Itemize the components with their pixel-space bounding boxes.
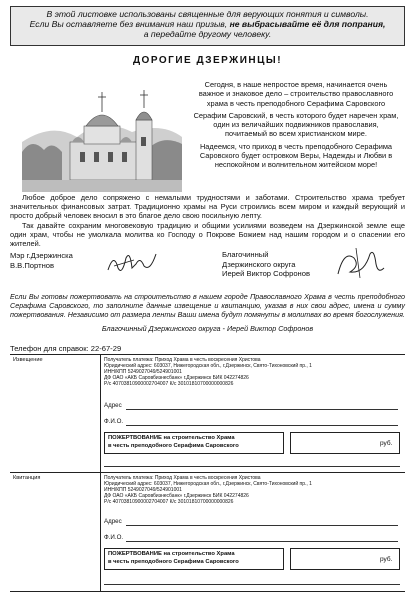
account: Р/с 40703810900002704007 К/с 30101810700000000826 xyxy=(104,381,234,387)
dean-handwritten-signature xyxy=(330,244,390,282)
donation-line-1b: ПОЖЕРТВОВАНИЕ на строительство Храма xyxy=(108,551,235,557)
address-field[interactable] xyxy=(126,409,398,410)
legal-address: Юридический адрес: 603037, Нижегородская обл., г.Дзержинск, Свято-Тихоновский пр., 1 xyxy=(104,363,312,369)
fio-label: Ф.И.О. xyxy=(104,418,124,425)
donation-line-2: в честь преподобного Серафима Саровского xyxy=(108,442,239,449)
receipt-slip-label: Квитанция xyxy=(13,475,41,481)
signature-line-2[interactable] xyxy=(104,584,400,585)
inn: ИНН/КПП 5249027049/524901001 xyxy=(104,369,182,375)
dean-line-1: Благочинный xyxy=(222,250,269,259)
rub-label-2: руб. xyxy=(380,556,393,563)
fio-field-2[interactable] xyxy=(126,541,398,542)
address-label-2: Адрес xyxy=(104,518,122,525)
recipient: Получатель платежа: Приход Храма в честь воскресения Христова xyxy=(104,357,261,363)
signature-line[interactable] xyxy=(104,466,400,467)
letter-intro xyxy=(192,80,400,170)
donation-box-2 xyxy=(104,548,284,570)
notice-line-3: а передайте другому человеку. xyxy=(143,29,272,39)
notice-line-2b: не выбрасывайте её для попрания, xyxy=(229,19,386,29)
mayor-title: Мэр г.Дзержинска xyxy=(10,251,73,260)
letter-para-2: Серафим Саровский, в честь которого будет наречен храм, один из величайших подвижников православия, почитаемый во всем христианском мире. xyxy=(193,110,399,139)
letter-para-3: Надеемся, что приход в честь преподобного Серафима Саровского будет островком Веры, Надежды и Любви в неспокойном и волнительном житейском море! xyxy=(199,141,393,170)
donation-box xyxy=(104,432,284,454)
notice-box xyxy=(10,6,405,46)
notice-slip-label: Извещение xyxy=(13,357,43,363)
appeal-signature: Благочинный Дзержинского округа - Иерей Виктор Софронов xyxy=(101,324,314,333)
letter-body xyxy=(10,193,405,248)
donation-appeal: Если Вы готовы пожертвовать на строительство в нашем городе Православного Храма в честь преподобного Серафима Саровского, то заполните данные извещение и квитанцию, указав в них свои адрес, имена и сумму пожертвования. Независимо от размера ленты Ваши имена будут помянуты в молитвах во время богослужения. xyxy=(10,292,405,319)
dean-line-3: Иерей Виктор Софронов xyxy=(222,269,310,278)
mayor-handwritten-signature xyxy=(104,246,164,280)
notice-line-2a: Если Вы оставляете без внимания наш призыв, xyxy=(29,19,230,29)
notice-slip-details xyxy=(104,357,402,387)
fio-field[interactable] xyxy=(126,425,398,426)
notice-line-2 xyxy=(17,19,398,29)
address-field-2[interactable] xyxy=(126,525,398,526)
donation-line-2b: в честь преподобного Серафима Саровского xyxy=(108,558,239,565)
recipient-2: Получатель платежа: Приход Храма в честь воскресения Христова xyxy=(104,475,261,481)
form-divider-horizontal xyxy=(10,472,405,473)
church-image xyxy=(22,82,182,192)
page-title: ДОРОГИЕ ДЗЕРЖИНЦЫ! xyxy=(132,55,283,66)
legal-address-2: Юридический адрес: 603037, Нижегородская обл., г.Дзержинск, Свято-Тихоновский пр., 1 xyxy=(104,481,312,487)
dean-line-2: Дзержинского округа xyxy=(222,259,296,269)
form-divider-vertical xyxy=(100,354,101,592)
mayor-name: В.В.Портнов xyxy=(10,260,55,270)
account-2: Р/с 40703810900002704007 К/с 30101810700000000826 xyxy=(104,499,234,505)
receipt-slip-details xyxy=(104,475,402,505)
mayor-signature-block xyxy=(10,251,73,270)
inn-2: ИНН/КПП 5249027049/524901001 xyxy=(104,487,182,493)
fio-label-2: Ф.И.О. xyxy=(104,534,124,541)
bank-2: ДФ ОАО «АКБ Саровбизнесбанк» г.Дзержинск БИК 042274826 xyxy=(104,493,249,499)
donation-line-1: ПОЖЕРТВОВАНИЕ на строительство Храма xyxy=(108,435,235,441)
bank: ДФ ОАО «АКБ Саровбизнесбанк» г.Дзержинск БИК 042274826 xyxy=(104,375,249,381)
rub-label: руб. xyxy=(380,440,393,447)
letter-para-1: Сегодня, в наше непростое время, начинается очень важное и знаковое дело – строительство православного храма в честь преподобного Серафима Саровского xyxy=(198,80,394,108)
letter-para-4: Любое доброе дело сопряжено с немалыми трудностями и заботами. Строительство храма требует значительных финансовых затрат. Традиционно храмы на Руси строились всем миром и каждый верующий и просто добрый человек вносил в это благое дело свою посильную лепту. xyxy=(10,193,405,221)
phone-info: Телефон для справок: 22-67-29 xyxy=(10,344,122,353)
dean-signature-block xyxy=(222,250,310,279)
address-label: Адрес xyxy=(104,402,122,409)
letter-para-5: Так давайте сохраним многовековую традицию и общими усилиями возведем на Дзержинской земле еще один храм, чтобы не умолкала молитва ко Господу о Покрове Божием над нашим городом и о спасении его жителей. xyxy=(10,220,405,249)
notice-line-1: В этой листовке использованы священные для верующих понятия и символы. xyxy=(46,9,369,19)
